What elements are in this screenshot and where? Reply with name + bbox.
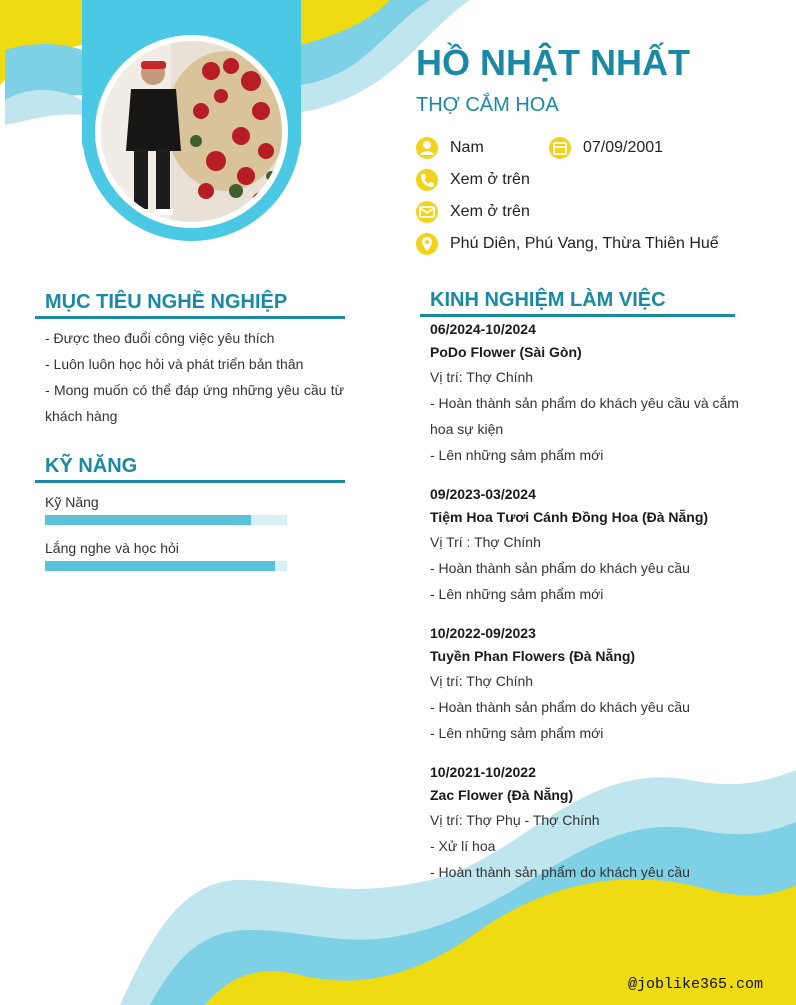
- objective-line: - Luôn luôn học hỏi và phát triển bản thân: [45, 356, 304, 372]
- calendar-icon: [549, 137, 571, 159]
- job-line: - Hoàn thành sản phẩm do khách yêu cầu và cắm: [430, 395, 739, 411]
- avatar: [101, 41, 282, 222]
- job-line: - Lên những sảm phẩm mới: [430, 586, 604, 602]
- objective-rule: [35, 316, 345, 319]
- birthday-value: 07/09/2001: [583, 139, 664, 156]
- skill-level-fill: [45, 561, 275, 571]
- email-value: Xem ở trên: [450, 203, 530, 220]
- skill-name: Kỹ Năng: [45, 494, 99, 510]
- phone-icon: [416, 169, 438, 191]
- skills-rule: [35, 480, 345, 483]
- skill-bar: [45, 515, 287, 525]
- address-row: [416, 233, 719, 255]
- job-line: - Hoàn thành sản phẩm do khách yêu cầu: [430, 560, 690, 576]
- job-line: - Lên những sảm phẩm mới: [430, 447, 604, 463]
- job-period: 10/2022-09/2023: [430, 625, 536, 641]
- job-period: 06/2024-10/2024: [430, 321, 536, 337]
- job-line: - Hoàn thành sản phẩm do khách yêu cầu: [430, 699, 690, 715]
- gender-row: [416, 137, 484, 159]
- job-line: Vị trí: Thợ Phụ - Thợ Chính: [430, 812, 600, 828]
- job-line: Vị trí: Thợ Chính: [430, 369, 534, 385]
- skill-level-fill: [45, 515, 251, 525]
- job-line: - Xử lí hoa: [430, 838, 496, 854]
- job-period: 10/2021-10/2022: [430, 764, 536, 780]
- job-line: - Hoàn thành sản phẩm do khách yêu cầu: [430, 864, 690, 880]
- job-company: PoDo Flower (Sài Gòn): [430, 344, 582, 360]
- address-value: Phú Diên, Phú Vang, Thừa Thiên Huế: [450, 235, 719, 252]
- job-line: - Lên những sảm phẩm mới: [430, 725, 604, 741]
- skill-name: Lắng nghe và học hỏi: [45, 540, 179, 556]
- job-company: Tiệm Hoa Tươi Cánh Đồng Hoa (Đà Nẵng): [430, 509, 709, 525]
- user-icon: [416, 137, 438, 159]
- watermark: @joblike365.com: [628, 976, 764, 993]
- job-line: Vị Trí : Thợ Chính: [430, 534, 541, 550]
- job-line: Vị trí: Thợ Chính: [430, 673, 534, 689]
- job-company: Zac Flower (Đà Nẵng): [430, 787, 574, 803]
- skill-bar: [45, 561, 287, 571]
- email-row: [416, 201, 530, 223]
- mail-icon: [416, 201, 438, 223]
- candidate-name: HỒ NHẬT NHẤT: [416, 42, 690, 83]
- objective-line: - Được theo đuổi công việc yêu thích: [45, 330, 275, 346]
- avatar-photo: [101, 41, 282, 222]
- skills-title: KỸ NĂNG: [45, 455, 138, 477]
- job-period: 09/2023-03/2024: [430, 486, 536, 502]
- experience-rule: [420, 314, 735, 317]
- objective-line: khách hàng: [45, 408, 118, 424]
- job-company: Tuyền Phan Flowers (Đà Nẵng): [430, 648, 636, 664]
- job-title: THỢ CẮM HOA: [416, 94, 559, 116]
- job-line: hoa sự kiện: [430, 421, 504, 437]
- location-pin-icon: [416, 233, 438, 255]
- experience-title: KINH NGHIỆM LÀM VIỆC: [430, 289, 666, 311]
- gender-value: Nam: [450, 139, 484, 156]
- objective-line: - Mong muốn có thể đáp ứng những yêu cầu từ: [45, 382, 344, 398]
- birthday-row: [549, 137, 663, 159]
- phone-value: Xem ở trên: [450, 171, 530, 188]
- phone-row: [416, 169, 530, 191]
- objective-title: MỤC TIÊU NGHỀ NGHIỆP: [45, 291, 288, 313]
